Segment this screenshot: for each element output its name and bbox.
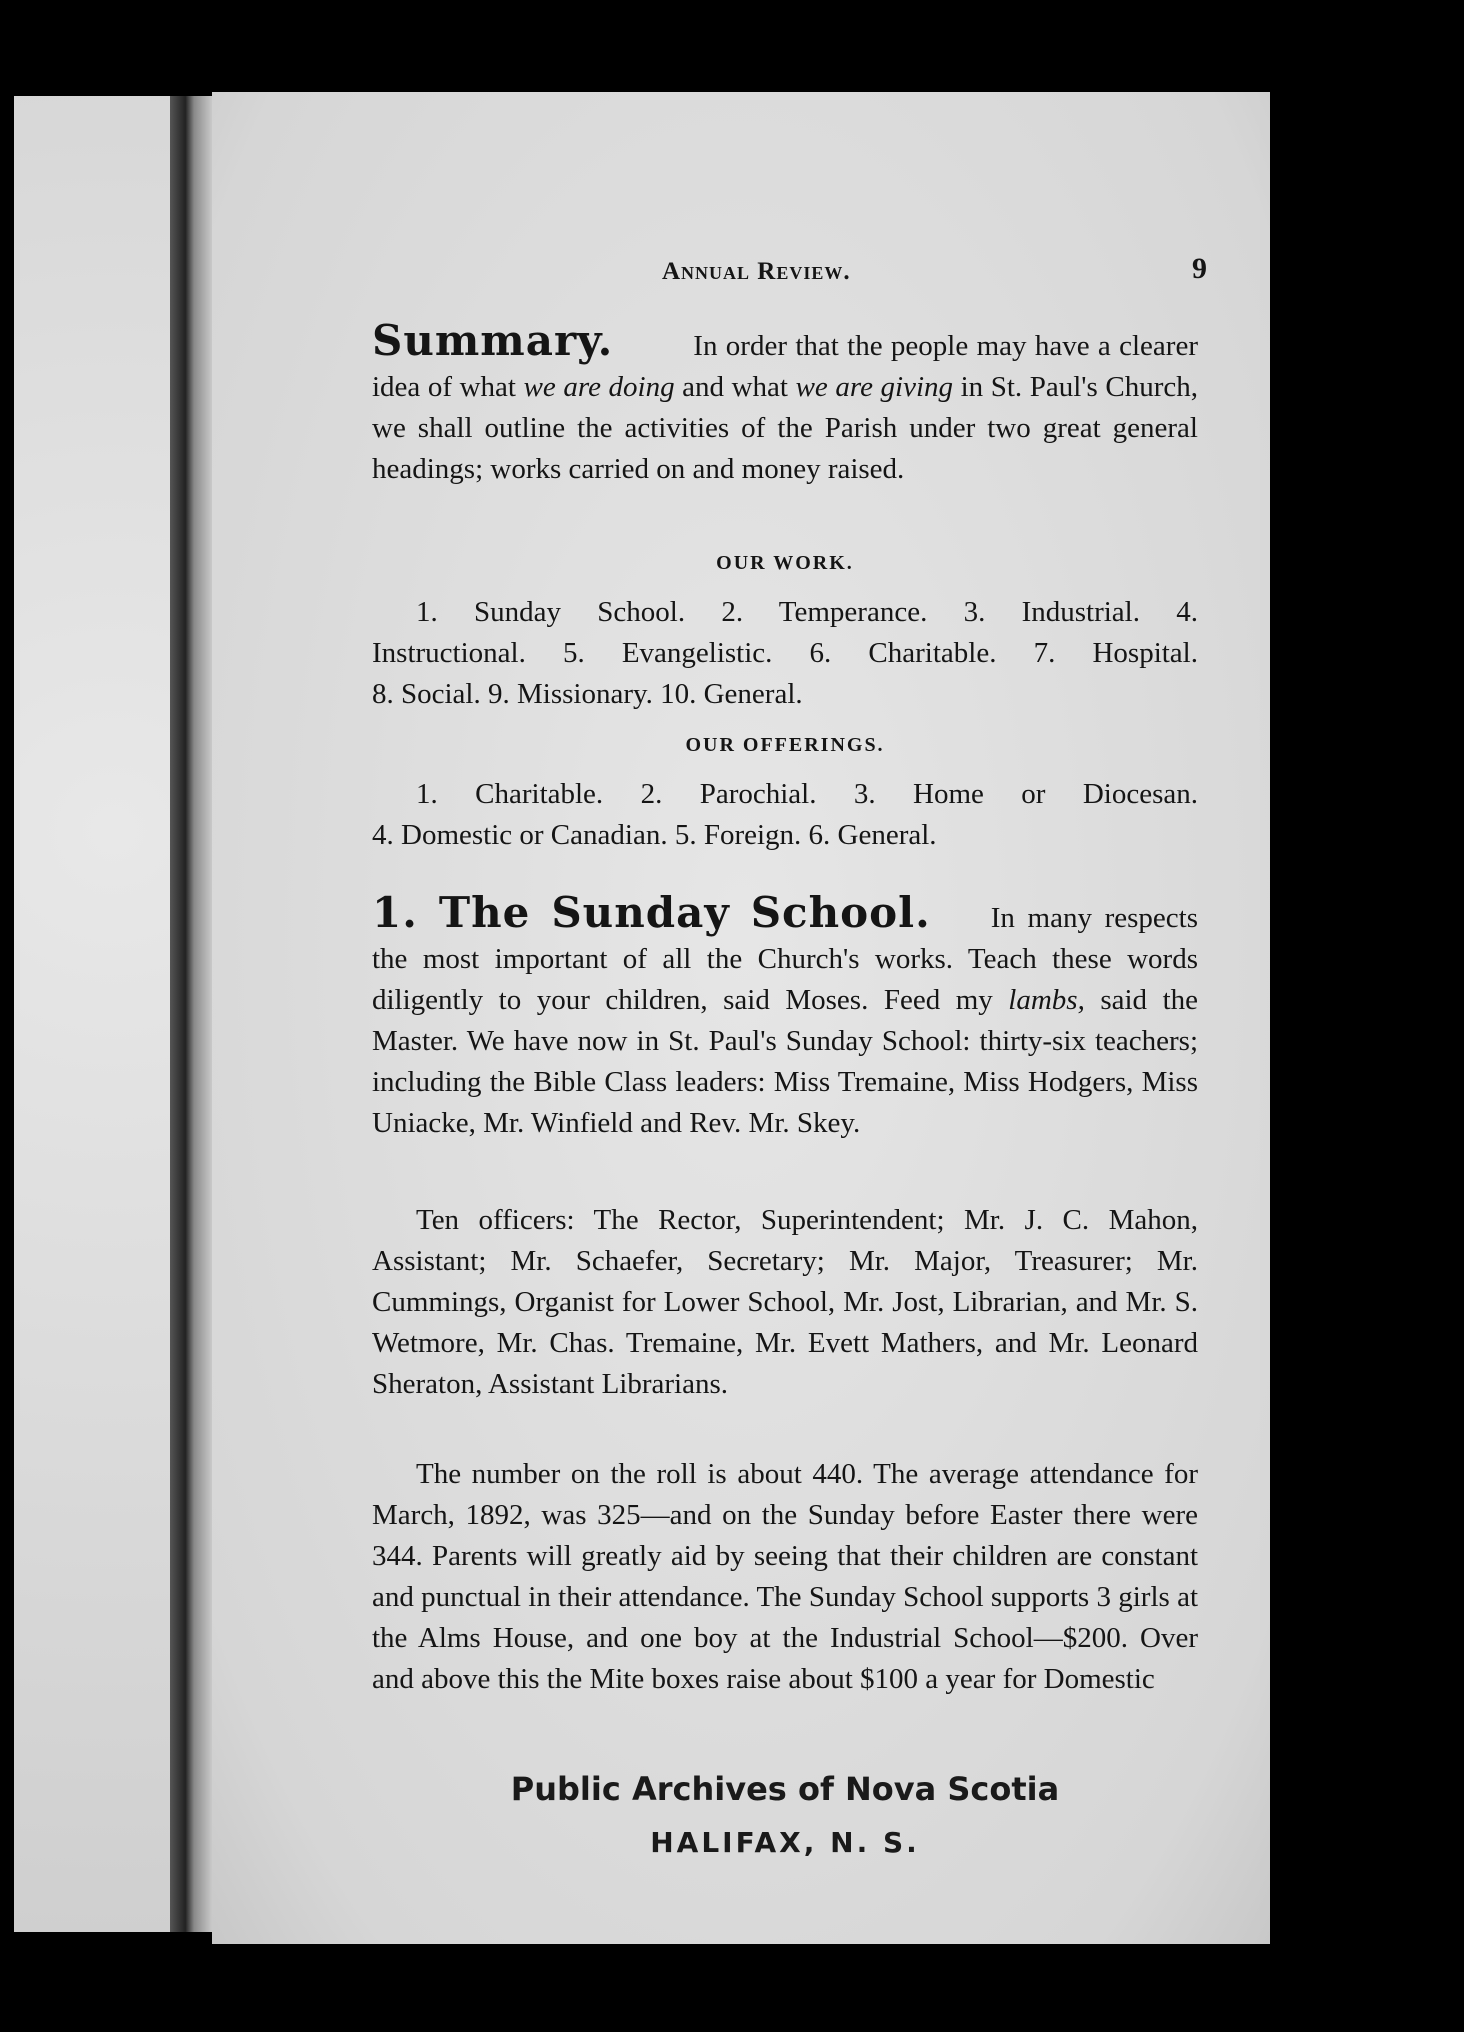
summary-paragraph bbox=[372, 316, 1198, 490]
summary-heading: Summary. bbox=[372, 316, 614, 365]
our-offerings-line-2: 4. Domestic or Canadian. 5. Foreign. 6. General. bbox=[372, 819, 937, 851]
sunday-school-paragraph-3: The number on the roll is about 440. The average attendance for March, 1892, was 325—and on the Sunday before Easter there were 344. Parents will greatly aid by seeing that their children are constant and punctual in their attendance. The Sunday School supports 3 girls at the Alms House, and one boy at the Industrial School—$200. Over and above this the Mite boxes raise about $100 a year for Domestic bbox=[372, 1458, 1198, 1695]
sunday-school-p1-end: said the Master. We have now in St. Paul's Sunday School: thirty-six teachers; including the Bible Class leaders: Miss Tremaine, Miss Hodgers, Miss Uniacke, Mr. Winfield and Rev. Mr. Skey. bbox=[372, 984, 1198, 1139]
our-work-line-1: 1. Sunday School. 2. Temperance. 3. Industrial. 4. bbox=[416, 596, 1198, 628]
running-title: Annual Review. bbox=[662, 258, 851, 285]
sunday-school-heading: 1. The Sunday School. bbox=[372, 888, 931, 937]
archive-stamp-line-2: HALIFAX, N. S. bbox=[650, 1826, 920, 1859]
our-offerings-line-1: 1. Charitable. 2. Parochial. 3. Home or Diocesan. bbox=[416, 778, 1198, 810]
our-offerings-heading: OUR OFFERINGS. bbox=[685, 734, 885, 756]
sunday-school-paragraph-1 bbox=[372, 888, 1198, 1144]
summary-emphasis-doing: we are doing bbox=[523, 371, 675, 403]
our-work-line-3: 8. Social. 9. Missionary. 10. General. bbox=[372, 678, 803, 710]
our-work-heading: OUR WORK. bbox=[716, 552, 854, 574]
page-text bbox=[372, 0, 1208, 2032]
archive-stamp-line-1: Public Archives of Nova Scotia bbox=[510, 1770, 1060, 1808]
book-gutter bbox=[170, 96, 214, 1932]
page-number: 9 bbox=[1192, 252, 1208, 285]
sunday-school-emphasis-lambs: lambs, bbox=[1008, 984, 1085, 1016]
summary-text-start: In order that the people may have a clearer idea of what bbox=[372, 330, 1198, 403]
sunday-school-paragraph-2: Ten officers: The Rector, Superintendent; Mr. J. C. Mahon, Assistant; Mr. Schaefer, Secretary; Mr. Major, Treasurer; Mr. Cummings, Organist for Lower School, Mr. Jost, Librarian, and Mr. S. Wetmore, Mr. Chas. Tremaine, Mr. Evett Mathers, and Mr. Leonard Sheraton, Assistant Librarians. bbox=[372, 1204, 1198, 1400]
summary-emphasis-giving: we are giving bbox=[795, 371, 953, 403]
facing-page-edge bbox=[14, 96, 180, 1932]
summary-text-end: in St. Paul's Church, we shall outline the activities of the Parish under two great general headings; works carried on and money raised. bbox=[372, 371, 1198, 485]
sunday-school-p1-start: In many respects the most important of all the Church's works. Teach these words diligently to your children, said Moses. Feed my bbox=[372, 902, 1198, 1016]
summary-text-mid: and what bbox=[674, 371, 796, 403]
our-work-line-2: Instructional. 5. Evangelistic. 6. Charitable. 7. Hospital. bbox=[372, 637, 1198, 669]
